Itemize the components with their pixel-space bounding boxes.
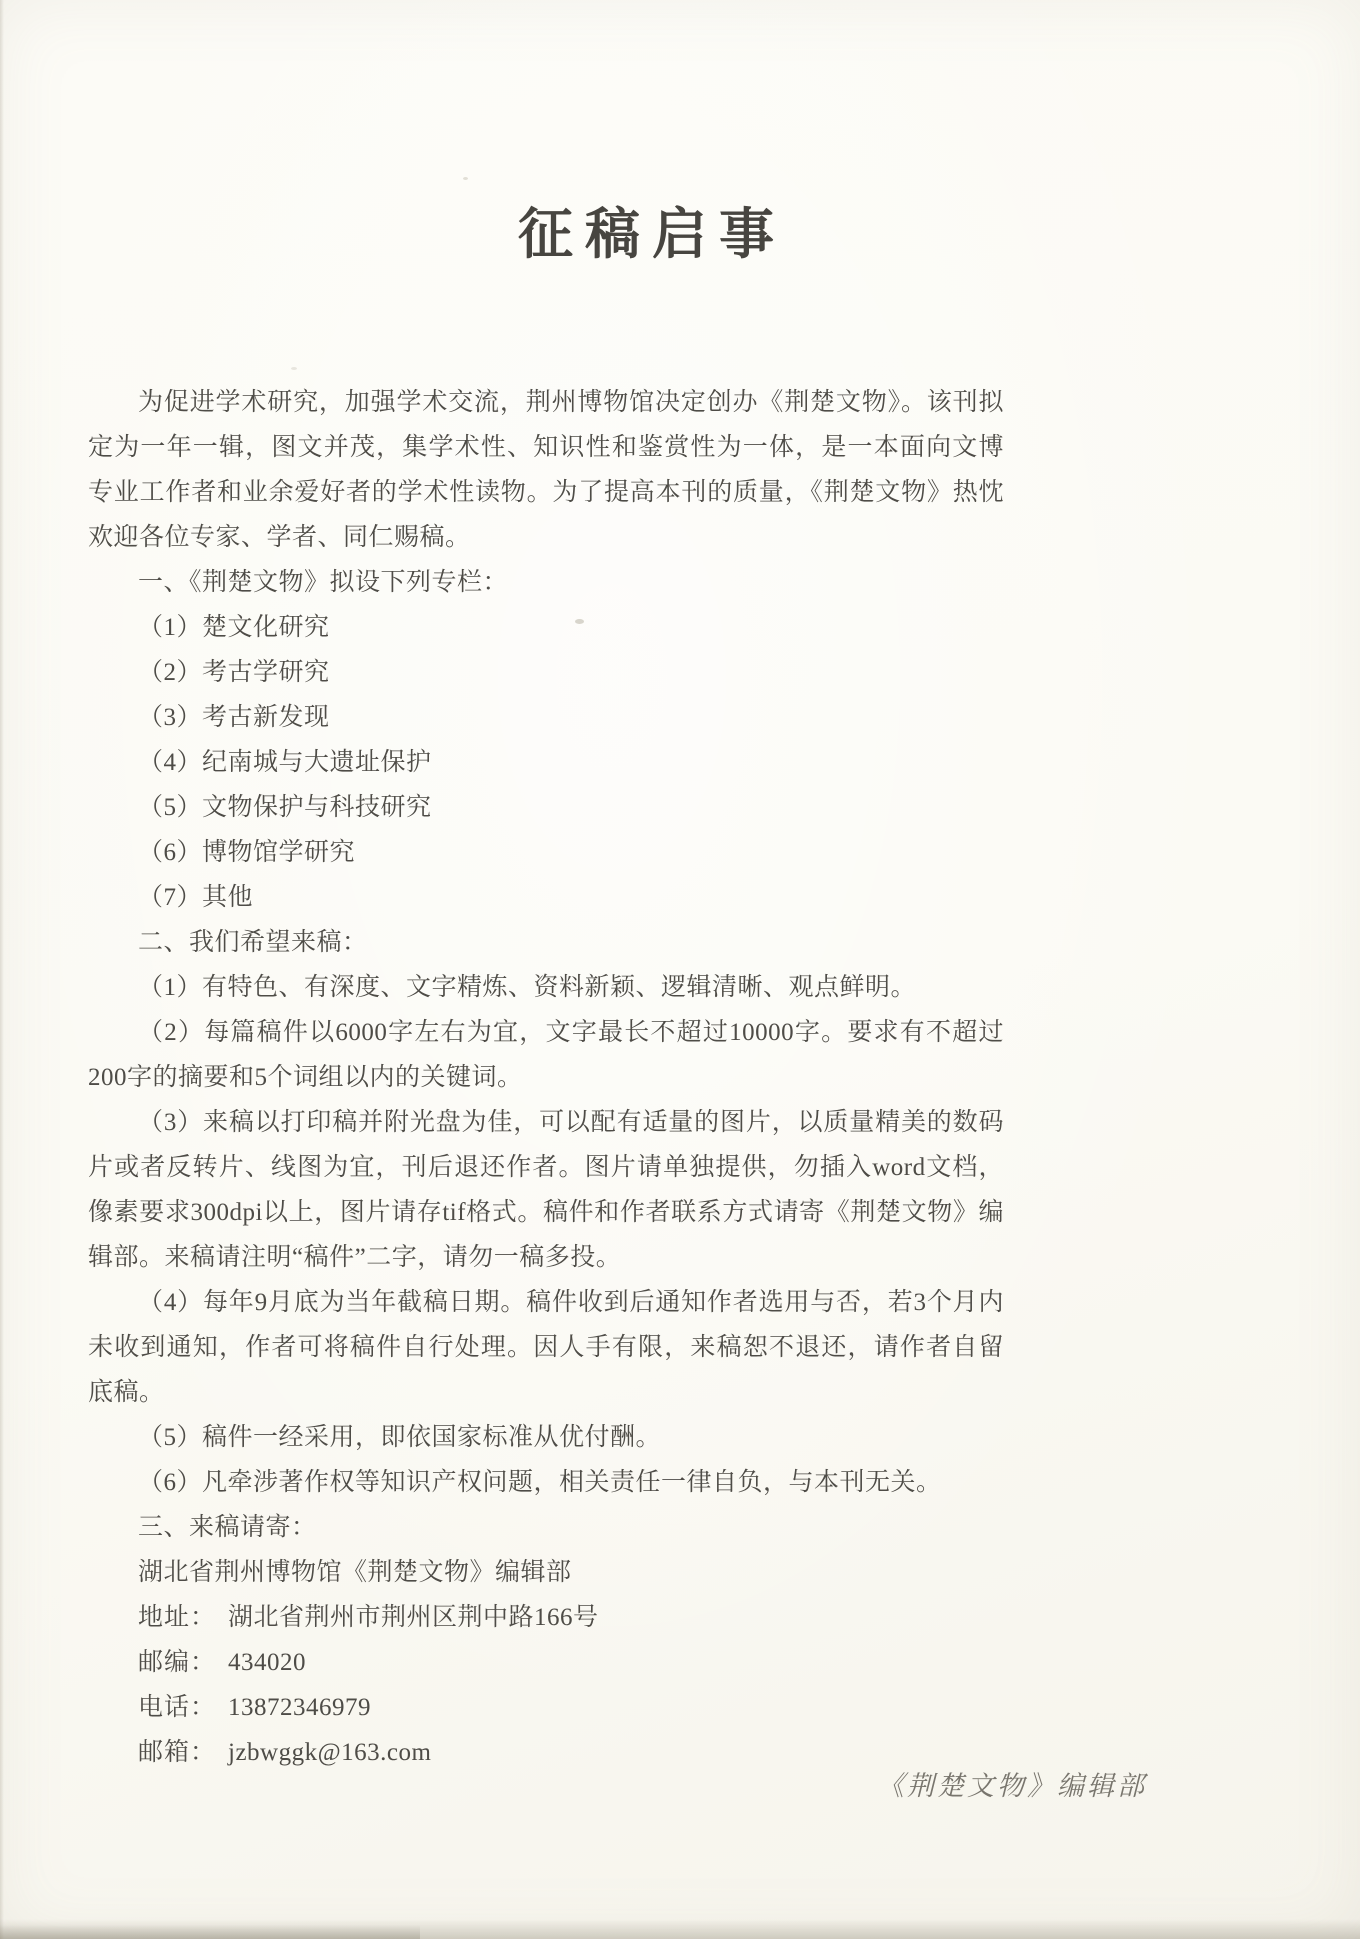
postcode-label: 邮编： xyxy=(138,1649,217,1676)
columns-section-heading: 一、《荆楚文物》拟设下列专栏： xyxy=(138,569,509,596)
scan-speck xyxy=(463,177,468,180)
email-label: 邮箱： xyxy=(138,1739,217,1766)
postcode-value: 434020 xyxy=(228,1649,307,1676)
intro-paragraph: 为促进学术研究，加强学术交流，荆州博物馆决定创办《荆楚文物》。该刊拟定为一年一辑，图文并茂，集学术性、知识性和鉴赏性为一体，是一本面向文博专业工作者和业余爱好者的学术性读物。为了提高本刊的质量，《荆楚文物》热忱欢迎各位专家、学者、同仁赐稿。 xyxy=(88,389,1004,551)
address-value: 湖北省荆州市荆州区荆中路166号 xyxy=(228,1604,599,1631)
editorial-signature: 《荆楚文物》编辑部 xyxy=(877,1771,1147,1801)
column-item-4: （4）纪南城与大遗址保护 xyxy=(138,749,432,776)
mailing-phone-line xyxy=(88,1685,1004,1730)
column-item-3: （3）考古新发现 xyxy=(138,704,330,731)
mailing-recipient: 湖北省荆州博物馆《荆楚文物》编辑部 xyxy=(138,1559,572,1586)
scan-shadow-bottom-left xyxy=(0,1925,420,1939)
email-value: jzbwggk@163.com xyxy=(228,1739,432,1766)
guideline-item-5: （5）稿件一经采用，即依国家标准从优付酬。 xyxy=(138,1424,662,1451)
document-body xyxy=(88,380,1004,1775)
mailing-address-line xyxy=(88,1595,1004,1640)
scan-speck xyxy=(291,367,297,370)
guideline-item-6: （6）凡牵涉著作权等知识产权问题，相关责任一律自负，与本刊无关。 xyxy=(138,1469,942,1496)
mailing-postcode-line xyxy=(88,1640,1004,1685)
column-item-2: （2）考古学研究 xyxy=(138,659,330,686)
guideline-item-1: （1）有特色、有深度、文字精炼、资料新颖、逻辑清晰、观点鲜明。 xyxy=(138,974,917,1001)
scan-edge-shadow-left xyxy=(0,0,4,1939)
page-title: 征稿启事 xyxy=(517,204,786,265)
column-item-5: （5）文物保护与科技研究 xyxy=(138,794,432,821)
column-item-6: （6）博物馆学研究 xyxy=(138,839,356,866)
phone-label: 电话： xyxy=(138,1694,217,1721)
phone-value: 13872346979 xyxy=(228,1694,372,1721)
address-label: 地址： xyxy=(138,1604,217,1631)
mailing-section-heading: 三、来稿请寄： xyxy=(138,1514,317,1541)
column-item-1: （1）楚文化研究 xyxy=(138,614,330,641)
guideline-item-3: （3）来稿以打印稿并附光盘为佳，可以配有适量的图片，以质量精美的数码片或者反转片、线图为宜，刊后退还作者。图片请单独提供，勿插入word文档，像素要求300dpi以上，图片请存tif格式。稿件和作者联系方式请寄《荆楚文物》编辑部。来稿请注明“稿件”二字，请勿一稿多投。 xyxy=(88,1109,1004,1271)
guideline-item-4: （4）每年9月底为当年截稿日期。稿件收到后通知作者选用与否，若3个月内未收到通知，作者可将稿件自行处理。因人手有限，来稿恕不退还，请作者自留底稿。 xyxy=(88,1289,1004,1406)
column-item-7: （7）其他 xyxy=(138,884,254,911)
scan-speck xyxy=(575,619,584,624)
guideline-item-2: （2）每篇稿件以6000字左右为宜，文字最长不超过10000字。要求有不超过200字的摘要和5个词组以内的关键词。 xyxy=(88,1019,1004,1091)
guidelines-section-heading: 二、我们希望来稿： xyxy=(138,929,368,956)
